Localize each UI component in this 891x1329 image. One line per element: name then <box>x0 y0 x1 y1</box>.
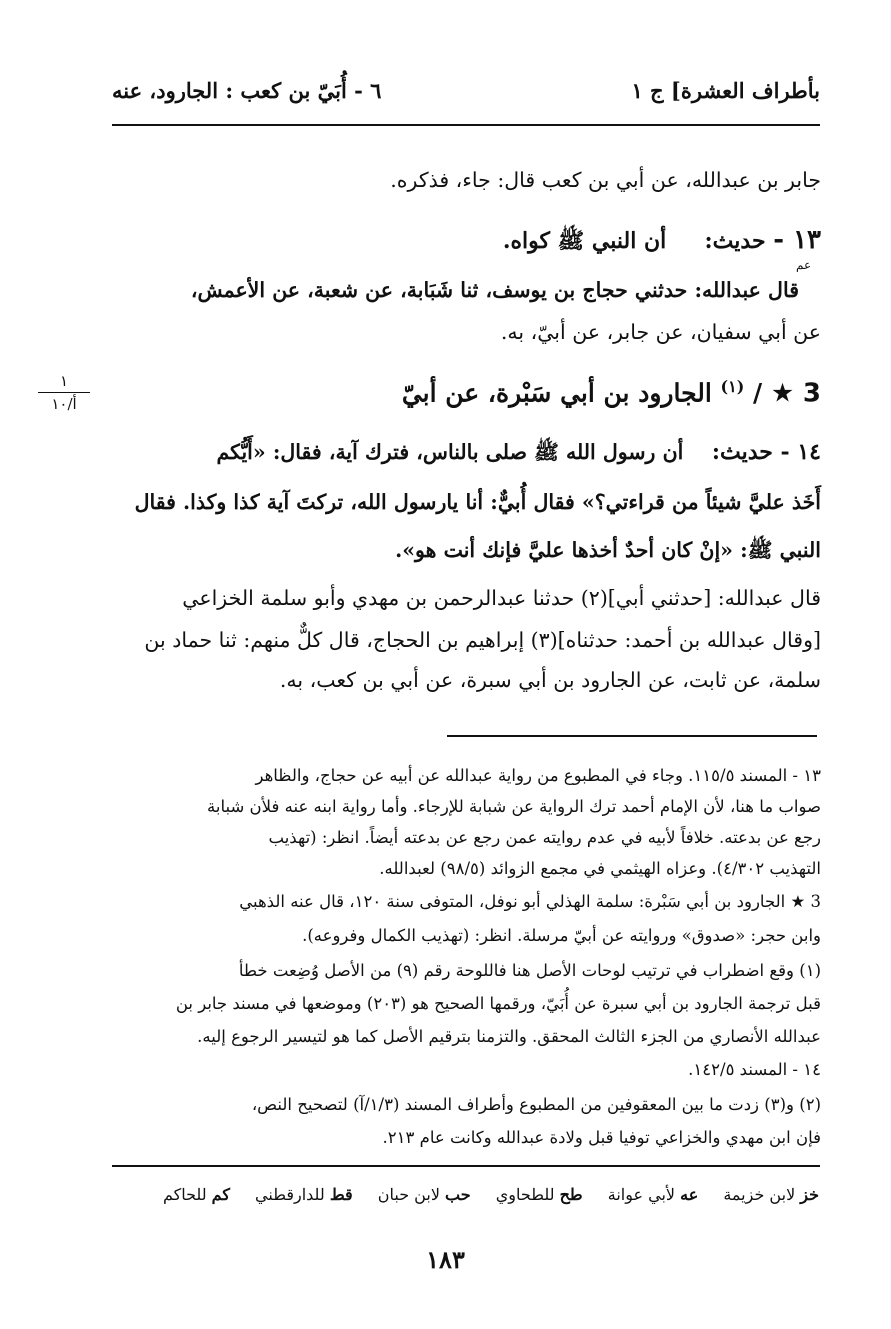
margin-note-top: ١ <box>59 372 69 390</box>
hadith-14-line <box>111 432 821 472</box>
footnote-line: عبدالله الأنصاري من الجزء الثالث المحقق. والتزمنا بترقيم الأصل كما هو لتيسير الرجوع إليه. <box>197 1027 821 1046</box>
margin-note-bottom: أ/١٠ <box>51 395 77 413</box>
body-line: جابر بن عبدالله، عن أبي بن كعب قال: جاء، فذكره. <box>390 168 821 192</box>
header-divider <box>112 124 820 126</box>
footnote-divider <box>447 735 817 737</box>
section-number: 3 <box>802 378 821 409</box>
page-number: ١٨٣ <box>426 1245 465 1274</box>
header-chapter-title: ٦ - أُبَيّ بن كعب : الجارود، عنه <box>112 78 382 103</box>
isnad-line: قال عبدالله: [حدثني أبي](٢) حدثنا عبدالرحمن بن مهدي وأبو سلمة الخزاعي <box>182 586 821 610</box>
hadith-14-line: أَخَذ عليَّ شيئاً من قراءتي؟» فقال أُبيٌّ: أنا يارسول الله، تركتَ آية كذا وكذا. فقال <box>134 490 821 514</box>
hadith-text: أن رسول الله ﷺ صلى بالناس، فترك آية، فقال: «أَيُّكم <box>216 440 684 464</box>
abbreviation-item: خز لابن خزيمة <box>723 1185 819 1204</box>
running-header <box>112 78 820 114</box>
isnad-line: [وقال عبدالله بن أحمد: حدثناه](٣) إبراهيم بن الحجاج، قال كلٌّ منهم: ثنا حماد بن <box>144 628 821 652</box>
footnote-line: ١٤ - المسند ١٤٢/٥. <box>688 1060 821 1079</box>
isnad-line <box>111 270 799 310</box>
isnad-text: قال عبدالله: حدثني حجاج بن يوسف، ثنا شَبَابة، عن شعبة، عن الأعمش، <box>190 278 799 302</box>
footnote-line: 3 ★ الجارود بن أبي سَبْرة: سلمة الهذلي أبو نوفل، المتوفى سنة ١٢٠، قال عنه الذهبي <box>239 892 821 911</box>
hadith-label: حديث: <box>704 228 766 254</box>
abbreviation-item: قط للدارقطني <box>255 1185 353 1204</box>
section-heading <box>111 362 821 418</box>
footnote-line: قبل ترجمة الجارود بن أبي سبرة عن أُبَيّ، ورقمها الصحيح هو (٢٠٣) وموضعها في مسند جابر بن <box>175 994 821 1013</box>
footnote-line: (١) وقع اضطراب في ترتيب لوحات الأصل هنا فاللوحة رقم (٩) من الأصل وُضِعت خطأ <box>238 961 821 980</box>
annotation-mark: عم <box>796 258 812 272</box>
footnote-line: التهذيب ٤/٣٠٢). وعزاه الهيثمي في مجمع الزوائد (٩٨/٥) لعبدالله. <box>379 859 821 878</box>
footnote-line: (٢) و(٣) زدت ما بين المعقوفين من المطبوع وأطراف المسند (١/٣/آ) لتصحيح النص، <box>251 1095 821 1114</box>
isnad-line: سلمة، عن ثابت، عن الجارود بن أبي سبرة، عن أبي بن كعب، به. <box>279 668 821 692</box>
section-slash: / <box>753 378 763 408</box>
header-volume-title: بأطراف العشرة] ج ١ <box>631 78 820 103</box>
margin-note-rule <box>38 392 90 393</box>
footnote-line: رجع عن بدعته. خلافاً لأبيه في عدم روايته عمن رجع عن بدعته أيضاً. انظر: (تهذيب <box>268 828 821 847</box>
hadith-13-heading <box>111 220 821 261</box>
abbreviations-legend <box>143 1185 819 1204</box>
footnote-line: فإن ابن مهدي والخزاعي توفيا قبل ولادة عبدالله وكانت عام ٢١٣. <box>382 1128 821 1147</box>
abbreviation-item: كم للحاكم <box>162 1185 230 1204</box>
hadith-text: أن النبي ﷺ كواه. <box>502 228 667 254</box>
section-footnote-ref: (١) <box>720 377 745 396</box>
abbreviations-divider <box>112 1165 820 1167</box>
star-icon: ★ <box>770 378 795 409</box>
isnad-line: عن أبي سفيان، عن جابر، عن أبيّ، به. <box>500 320 821 344</box>
hadith-label: ١٤ - حديث: <box>711 439 821 465</box>
margin-folio-note <box>38 372 90 413</box>
hadith-number: ١٣ - <box>773 225 821 255</box>
abbreviation-item: حب لابن حبان <box>377 1185 471 1204</box>
section-title: الجارود بن أبي سَبْرة، عن أبيّ <box>401 378 712 408</box>
abbreviation-item: عه لأبي عوانة <box>607 1185 699 1204</box>
footnote-line: ١٣ - المسند ١١٥/٥. وجاء في المطبوع من رواية عبدالله عن أبيه عن حجاج، والظاهر <box>255 766 821 785</box>
abbreviation-item: طح للطحاوي <box>495 1185 583 1204</box>
footnote-line: صواب ما هنا، لأن الإمام أحمد ترك الرواية عن شبابة للإرجاء. وأما رواية ابنه عنه فلأن شبابة <box>207 797 821 816</box>
hadith-14-line: النبي ﷺ: «إنْ كان أحدٌ أخذها عليَّ فإنك أنت هو». <box>395 538 821 562</box>
footnote-line: وابن حجر: «صدوق» وروايته عن أبيّ مرسلة. انظر: (تهذيب الكمال وفروعه). <box>302 926 821 945</box>
